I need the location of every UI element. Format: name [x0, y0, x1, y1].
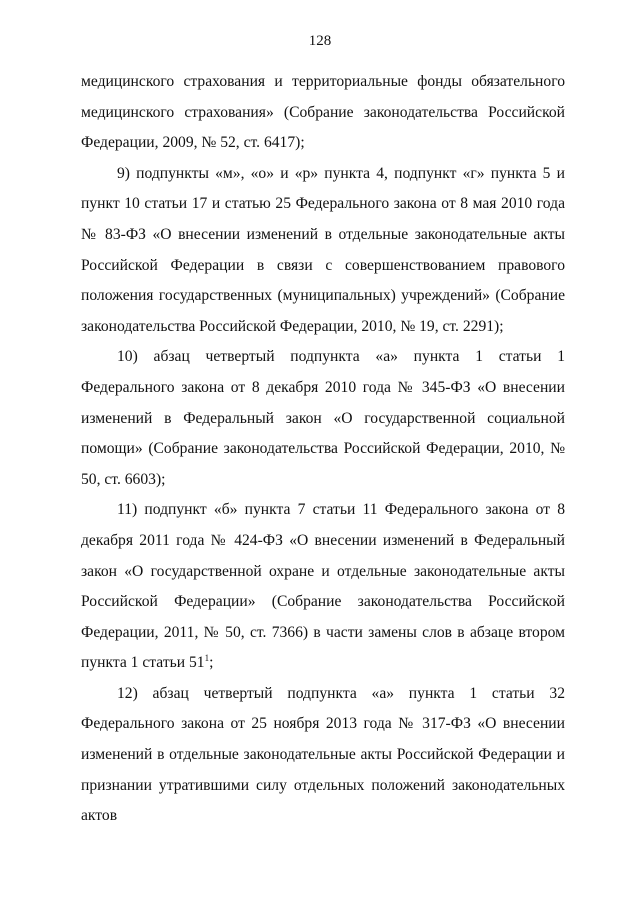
document-body — [81, 67, 565, 832]
list-item-11-suffix: ; — [209, 654, 214, 672]
superscript-1: 1 — [204, 653, 210, 664]
list-item-12: 12) абзац четвертый подпункта «а» пункта 1 статьи 32 Федерального закона от 25 ноября 2013 года № 317-ФЗ «О внесении изменений в отдельные законодательные акты Российской Федерации и признании утратившими силу отдельных положений законодательных актов — [81, 684, 565, 825]
list-item-9: 9) подпункты «м», «о» и «р» пункта 4, подпункт «г» пункта 5 и пункт 10 статьи 17 и статью 25 Федерального закона от 8 мая 2010 года № 83-ФЗ «О внесении изменений в отдельные законодательные акты Российской Федерации в связи с совершенствованием правового положения государственных (муниципальных) учреждений» (Собрание законодательства Российской Федерации, 2010, № 19, ст. 2291); — [81, 164, 565, 335]
page-number: 128 — [308, 33, 332, 49]
list-item-11 — [81, 495, 565, 679]
paragraph-continuation: медицинского страхования и территориальные фонды обязательного медицинского страхования» (Собрание законодательства Российской Федерации, 2009, № 52, ст. 6417); — [81, 73, 565, 152]
list-item-10: 10) абзац четвертый подпункта «а» пункта 1 статьи 1 Федерального закона от 8 декабря 2010 года № 345-ФЗ «О внесении изменений в Федеральный закон «О государственной социальной помощи» (Собрание законодательства Российской Федерации, 2010, № 50, ст. 6603); — [81, 348, 565, 488]
list-item-11-text: 11) подпункт «б» пункта 7 статьи 11 Федерального закона от 8 декабря 2011 года № 424-ФЗ «О внесении изменений в Федеральный закон «О государственной охране и отдельные законодательные акты Российской Федерации» (Собрание законодательства Российской Федерации, 2011, № 50, ст. 7366) в части замены слов в абзаце втором пункта 1 статьи 51 — [81, 501, 565, 672]
